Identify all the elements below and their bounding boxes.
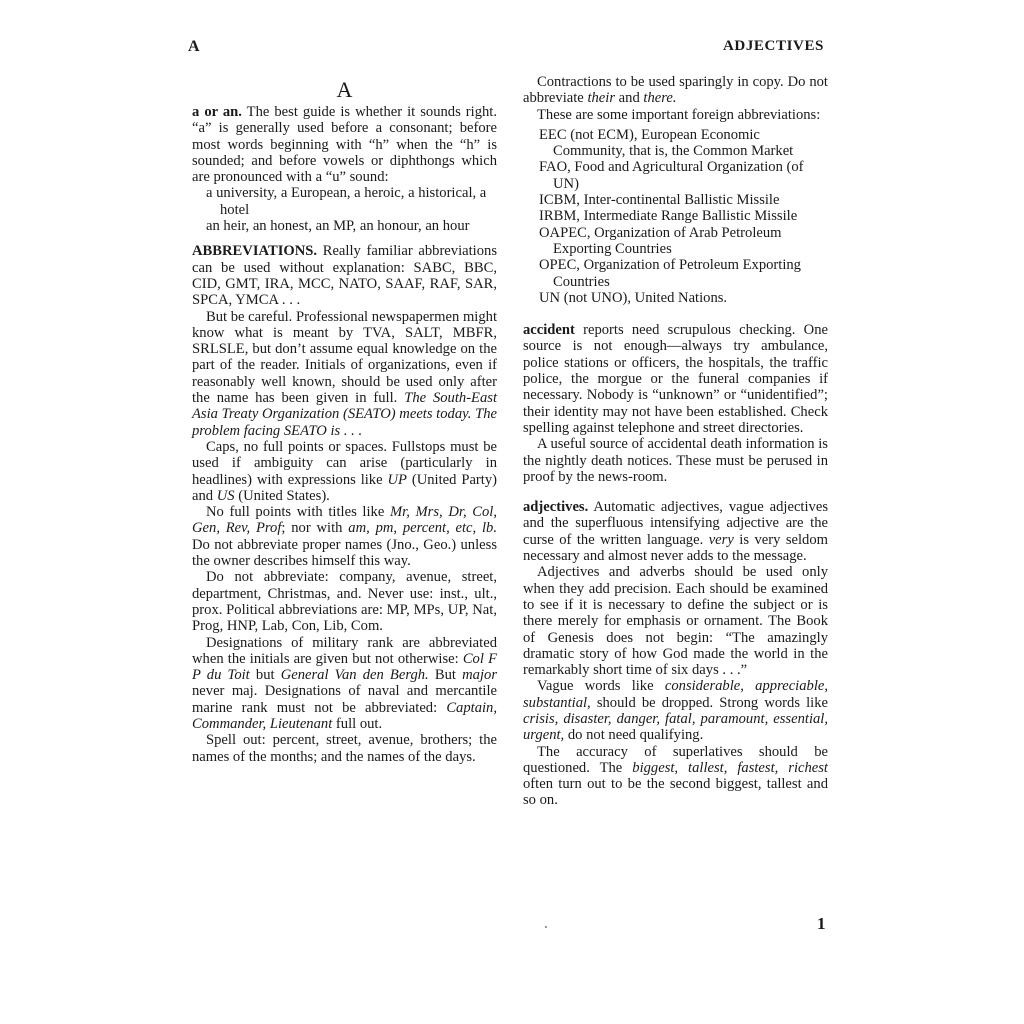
paragraph: No full points with titles like Mr, Mrs, Dr, Col, Gen, Rev, Prof; nor with am, pm, percent, etc, lb. Do not abbreviate proper names (Jno., Geo.) unless the owner describes himself this way. — [192, 504, 497, 570]
paragraph: These are some important foreign abbreviations: — [537, 106, 821, 123]
list-item: FAO, Food and Agricultural Organization (of UN) — [539, 159, 804, 192]
paragraph: But be careful. Professional newspapermen might know what is meant by TVA, SALT, MBFR, SRLSLE, but don’t assume equal knowledge on the part of the reader. Initials of organizations, even if reasonably well known, should be used only after the name has been given in full. The South-East Asia Treaty Organization (SEATO) meets today. The problem facing SEATO is . . . — [192, 308, 498, 439]
paragraph: The accuracy of superlatives should be questioned. The biggest, tallest, fastest, richest often turn out to be the second biggest, tallest and so on. — [523, 743, 828, 809]
example-line: an heir, an honest, an MP, an honour, an hour — [206, 218, 470, 235]
entry-abbreviations: ABBREVIATIONS. Really familiar abbreviations can be used without explanation: SABC, BBC, CID, GMT, IRA, MCC, NATO, SAAF, RAF, SAR, SPCA, YMCA . . . — [192, 243, 497, 309]
paragraph: Contractions to be used sparingly in copy. Do not abbreviate their and there. — [523, 74, 828, 107]
section-letter: A — [336, 77, 353, 102]
foreign-abbreviation-list — [523, 127, 828, 306]
paragraph: Spell out: percent, street, avenue, brothers; the names of the months; and the names of the days. — [192, 732, 497, 765]
list-item: ICBM, Inter-continental Ballistic Missile — [539, 192, 780, 209]
page-number: 1 — [817, 914, 826, 933]
list-item: OPEC, Organization of Petroleum Exporting Countries — [539, 257, 801, 290]
paragraph: Adjectives and adverbs should be used only when they add precision. Each should be examined to see if it is necessary to define the subject or is there merely for emphasis or ornament. The Book of Genesis does not begin: “The amazingly dramatic story of how God made the world in the remarkably short time of six days . . .” — [523, 564, 828, 679]
list-item: UN (not UNO), United Nations. — [539, 289, 728, 306]
left-column — [192, 78, 497, 765]
entry-head: adjectives. — [523, 499, 589, 516]
paragraph: Vague words like considerable, appreciable, substantial, should be dropped. Strong words like crisis, disaster, danger, fatal, paramount, essential, urgent, do not need qualifying. — [523, 678, 828, 744]
entry-head: a or an. — [192, 104, 242, 120]
entry-adjectives: adjectives. Automatic adjectives, vague adjectives and the superfluous intensifying adjective are the curse of the written language. very is very seldom necessary and almost never adds to the message. — [523, 499, 828, 565]
paragraph: Do not abbreviate: company, avenue, street, department, Christmas, and. Never use: inst., ult., prox. Political abbreviations are: MP, MPs, UP, Nat, Prog, HNP, Lab, Con, Lib, Com. — [192, 569, 497, 635]
running-head-right: ADJECTIVES — [722, 38, 824, 54]
example-line: a university, a European, a heroic, a historical, a hotel — [206, 185, 487, 218]
list-item: OAPEC, Organization of Arab Petroleum Exporting Countries — [539, 224, 782, 257]
paragraph: Caps, no full points or spaces. Fullstops must be used if ambiguity can arise (particularly in headlines) with expressions like UP (United Party) and US (United States). — [192, 438, 497, 504]
paragraph: A useful source of accidental death information is the nightly death notices. These must be perused in proof by the news-room. — [523, 436, 828, 485]
entry-head: ABBREVIATIONS. — [192, 243, 318, 260]
list-item: EEC (not ECM), European Economic Community, that is, the Common Market — [539, 126, 794, 160]
running-head-left: A — [188, 38, 201, 55]
right-column — [523, 74, 828, 809]
print-speck — [545, 926, 547, 928]
entry-accident: accident reports need scrupulous checking. One source is not enough—always try ambulance, police stations or officers, the hospitals, the traffic police, the morgue or the funeral companies if necessary. Nobody is “unknown” or “unidentified”; their identity may not have been established. Check spelling against telephone and street directories. — [523, 322, 828, 436]
list-item: IRBM, Intermediate Range Ballistic Missile — [539, 208, 798, 225]
paragraph: Designations of military rank are abbreviated when the initials are given but not otherwise: Col F P du Toit but General Van den Bergh. But major never maj. Designations of naval and mercantile marine rank must not be abbreviated: Captain, Commander, Lieutenant full out. — [192, 634, 497, 732]
entry-a-or-an: a or an. The best guide is whether it sounds right. “a” is generally used before a consonant; before most words beginning with “h” when the “h” is sounded; and before vowels or diphthongs which are pronounced with a “u” sound: — [192, 104, 498, 186]
entry-head: accident — [523, 322, 575, 339]
